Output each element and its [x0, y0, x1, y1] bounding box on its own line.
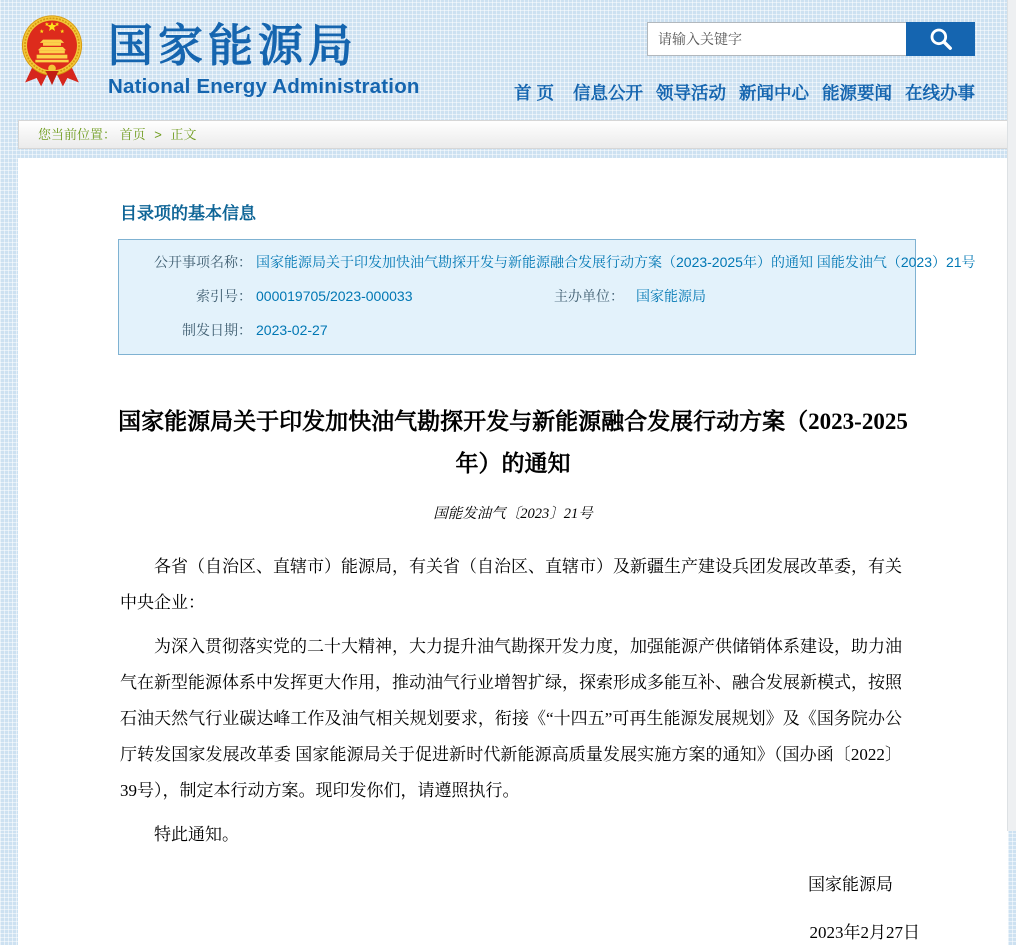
signature-org: 国家能源局 — [808, 875, 893, 894]
nav-news-center[interactable]: 新闻中心 — [739, 83, 809, 103]
document-body — [18, 401, 1008, 945]
info-index-value: 000019705/2023-000033 — [256, 288, 413, 304]
content-panel — [18, 158, 1008, 945]
info-name-value[interactable]: 国家能源局关于印发加快油气勘探开发与新能源融合发展行动方案（2023-2025年）的通知 国能发油气（2023）21号 — [256, 254, 976, 270]
page-scrollbar[interactable] — [1007, 0, 1016, 831]
breadcrumb-prefix: 您当前位置： — [38, 127, 117, 142]
breadcrumb-home-link[interactable]: 首页 — [119, 127, 146, 142]
info-row-name — [119, 245, 976, 279]
search-input[interactable] — [647, 22, 906, 56]
info-name-label: 公开事项名称： — [154, 254, 252, 270]
info-box — [118, 239, 976, 355]
breadcrumb-separator: > — [154, 127, 162, 142]
paragraph-main: 为深入贯彻落实党的二十大精神，大力提升油气勘探开发力度，加强能源产供储销体系建设，助力油气在新型能源体系中发挥更大作用，推动油气行业增智扩绿，探索形成多能互补、融合发展新模式，按照石油天然气行业碳达峰工作及油气相关规划要求，衔接《“十四五”可再生能源发展规划》及《国务院办公厅转发国家发展改革委 国家能源局关于促进新时代新能源高质量发展实施方案的通知》（国办函〔2022〕39号），制定本行动方案。现印发你们，请遵照执行。 — [120, 637, 902, 800]
info-org-label: 主办单位： — [554, 288, 624, 304]
info-pair-index — [119, 279, 546, 313]
search-button[interactable] — [906, 22, 975, 56]
breadcrumb-current: 正文 — [170, 127, 197, 142]
section-heading: 目录项的基本信息 — [120, 204, 256, 223]
nav-online-services[interactable]: 在线办事 — [905, 83, 975, 103]
breadcrumb — [18, 120, 1008, 149]
national-emblem-icon — [20, 13, 84, 97]
signature-date: 2023年2月27日 — [809, 923, 920, 942]
info-row-date — [119, 313, 915, 347]
info-pair-org — [546, 279, 706, 313]
info-row-index-org — [119, 279, 915, 313]
nav-leader-activities[interactable]: 领导活动 — [656, 83, 726, 103]
paragraph-notice: 特此通知。 — [154, 825, 239, 844]
info-date-value: 2023-02-27 — [256, 322, 328, 338]
paragraph-addressees: 各省（自治区、直辖市）能源局，有关省（自治区、直辖市）及新疆生产建设兵团发展改革委，有关中央企业： — [120, 557, 902, 612]
search-bar — [525, 22, 975, 56]
nav-home[interactable]: 首 页 — [514, 83, 554, 103]
document-title: 国家能源局关于印发加快油气勘探开发与新能源融合发展行动方案（2023-2025年）的通知 — [118, 409, 908, 476]
document-number: 国能发油气〔2023〕21号 — [433, 506, 593, 522]
site-header — [0, 0, 1016, 120]
info-org-value: 国家能源局 — [636, 288, 706, 304]
site-title-zh: 国家能源局 — [108, 20, 359, 71]
search-icon — [928, 26, 954, 52]
site-title-en: National Energy Administration — [108, 75, 420, 99]
site-titles — [108, 22, 420, 99]
info-date-label: 制发日期： — [182, 322, 252, 338]
nav-info-disclosure[interactable]: 信息公开 — [573, 83, 643, 103]
nav-energy-highlights[interactable]: 能源要闻 — [822, 83, 892, 103]
info-index-label: 索引号： — [196, 288, 252, 304]
site-logo[interactable] — [20, 13, 420, 99]
header-right — [514, 22, 975, 105]
main-nav — [514, 80, 975, 105]
